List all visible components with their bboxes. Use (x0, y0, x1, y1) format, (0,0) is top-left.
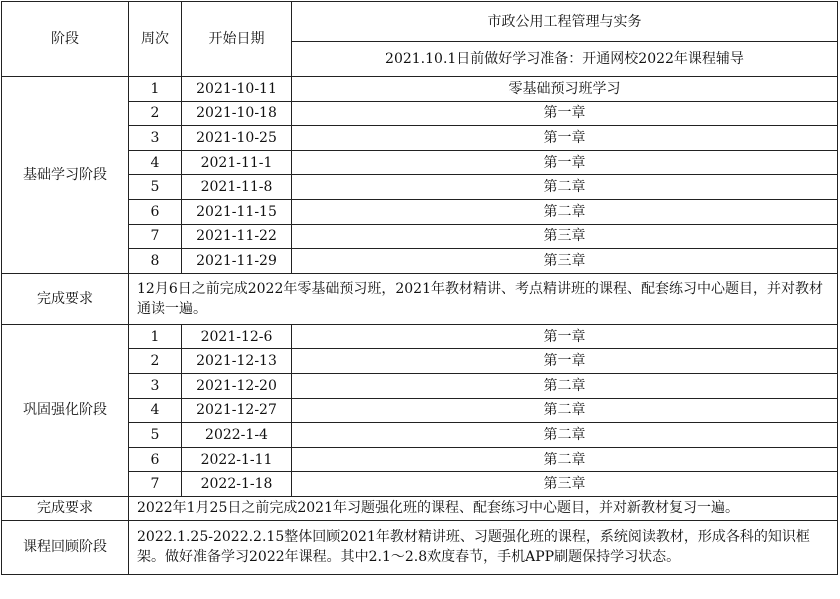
week-cell: 3 (129, 126, 182, 151)
review-stage: 课程回顾阶段 (2, 520, 129, 574)
content-cell: 第一章 (292, 324, 838, 349)
study-plan-table (1, 1, 838, 575)
stage-name: 基础学习阶段 (2, 77, 129, 274)
header-week: 周次 (129, 2, 182, 77)
table-row (2, 77, 838, 102)
week-cell: 7 (129, 224, 182, 249)
requirement-label: 完成要求 (2, 273, 129, 324)
date-cell: 2021-10-25 (182, 126, 292, 151)
date-cell: 2021-12-13 (182, 349, 292, 374)
requirement-text: 2022年1月25日之前完成2021年习题强化班的课程、配套练习中心题目，并对新教材复习一遍。 (129, 496, 838, 520)
stage-name: 巩固强化阶段 (2, 324, 129, 496)
content-cell: 第三章 (292, 472, 838, 497)
week-cell: 6 (129, 447, 182, 472)
content-cell: 第二章 (292, 175, 838, 200)
date-cell: 2021-12-6 (182, 324, 292, 349)
requirement-label: 完成要求 (2, 496, 129, 520)
content-cell: 第二章 (292, 373, 838, 398)
week-cell: 5 (129, 175, 182, 200)
content-cell: 第一章 (292, 349, 838, 374)
content-cell: 第二章 (292, 199, 838, 224)
week-cell: 4 (129, 150, 182, 175)
table-row (2, 324, 838, 349)
review-text: 2022.1.25-2022.2.15整体回顾2021年教材精讲班、习题强化班的课程，系统阅读教材，形成各科的知识框架。做好准备学习2022年课程。其中2.1～2.8欢度春节，手机APP刷题保持学习状态。 (129, 520, 838, 574)
week-cell: 1 (129, 77, 182, 102)
week-cell: 4 (129, 398, 182, 423)
week-cell: 2 (129, 349, 182, 374)
week-cell: 1 (129, 324, 182, 349)
week-cell: 6 (129, 199, 182, 224)
requirement-text: 12月6日之前完成2022年零基础预习班，2021年教材精讲、考点精讲班的课程、配套练习中心题目，并对教材通读一遍。 (129, 273, 838, 324)
date-cell: 2021-12-27 (182, 398, 292, 423)
content-cell: 第一章 (292, 101, 838, 126)
date-cell: 2021-10-11 (182, 77, 292, 102)
content-cell: 第二章 (292, 423, 838, 448)
date-cell: 2021-11-8 (182, 175, 292, 200)
week-cell: 7 (129, 472, 182, 497)
date-cell: 2021-10-18 (182, 101, 292, 126)
week-cell: 3 (129, 373, 182, 398)
date-cell: 2022-1-18 (182, 472, 292, 497)
date-cell: 2021-12-20 (182, 373, 292, 398)
date-cell: 2021-11-22 (182, 224, 292, 249)
header-prep: 2021.10.1日前做好学习准备：开通网校2022年课程辅导 (292, 42, 838, 77)
content-cell: 第二章 (292, 398, 838, 423)
content-cell: 零基础预习班学习 (292, 77, 838, 102)
date-cell: 2022-1-11 (182, 447, 292, 472)
content-cell: 第一章 (292, 126, 838, 151)
header-stage: 阶段 (2, 2, 129, 77)
week-cell: 2 (129, 101, 182, 126)
header-date: 开始日期 (182, 2, 292, 77)
week-cell: 8 (129, 249, 182, 274)
content-cell: 第二章 (292, 447, 838, 472)
content-cell: 第三章 (292, 249, 838, 274)
date-cell: 2021-11-29 (182, 249, 292, 274)
content-cell: 第三章 (292, 224, 838, 249)
header-subject: 市政公用工程管理与实务 (292, 2, 838, 42)
date-cell: 2021-11-1 (182, 150, 292, 175)
content-cell: 第一章 (292, 150, 838, 175)
date-cell: 2022-1-4 (182, 423, 292, 448)
date-cell: 2021-11-15 (182, 199, 292, 224)
week-cell: 5 (129, 423, 182, 448)
